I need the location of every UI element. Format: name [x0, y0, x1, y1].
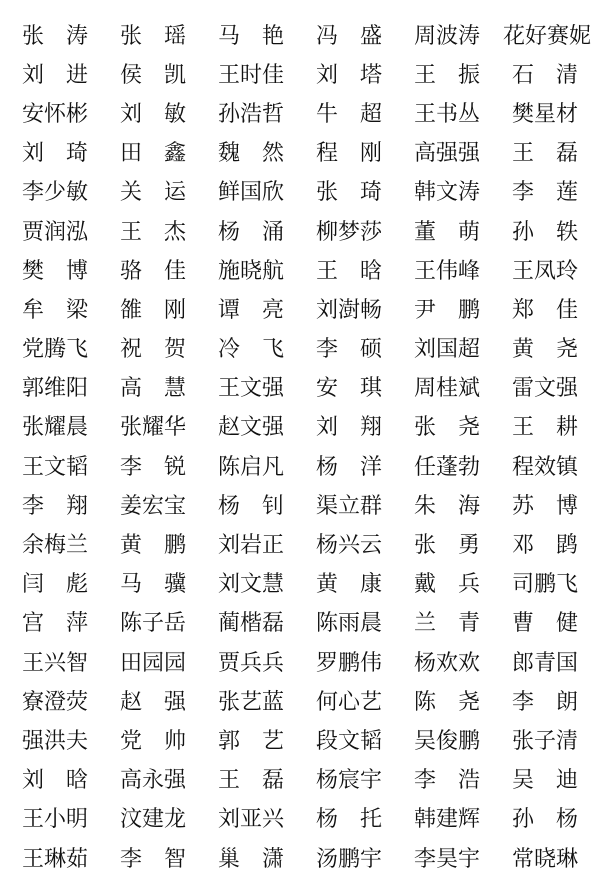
name-cell: [202, 17, 300, 56]
name-cell: [202, 174, 300, 213]
name-row: [0, 801, 600, 840]
person-name: 关 运: [120, 180, 186, 206]
name-cell: [6, 17, 104, 56]
name-cell: [104, 526, 202, 565]
person-name: 刘 塔: [316, 62, 382, 88]
name-cell: [398, 683, 496, 722]
name-cell: [104, 17, 202, 56]
name-cell: [104, 840, 202, 879]
name-row: [0, 213, 600, 252]
person-name: 蔺 楷 磊: [218, 611, 285, 637]
person-name: 任 蓬 勃: [414, 454, 481, 480]
name-row: [0, 526, 600, 565]
person-name: 刘 敏: [120, 101, 186, 127]
person-name: 陈 子 岳: [120, 611, 187, 637]
name-cell: [300, 95, 398, 134]
name-cell: [104, 644, 202, 683]
person-name: 司 鹏 飞: [512, 572, 579, 598]
name-cell: [398, 17, 496, 56]
name-cell: [496, 448, 594, 487]
person-name: 程 效 镇: [512, 454, 579, 480]
person-name: 侯 凯: [120, 62, 186, 88]
person-name: 李 浩: [414, 768, 480, 794]
name-row: [0, 762, 600, 801]
name-cell: [104, 722, 202, 761]
name-cell: [6, 605, 104, 644]
name-cell: [104, 370, 202, 409]
name-row: [0, 56, 600, 95]
person-name: 刘 晗: [22, 768, 88, 794]
name-cell: [202, 801, 300, 840]
name-cell: [398, 840, 496, 879]
name-row: [0, 566, 600, 605]
person-name: 田 园 园: [120, 650, 187, 676]
person-name: 寮 澄 荧: [22, 689, 89, 715]
name-cell: [202, 683, 300, 722]
name-cell: [300, 291, 398, 330]
name-cell: [104, 252, 202, 291]
name-cell: [300, 840, 398, 879]
name-row: [0, 840, 600, 879]
person-name: 祝 贺: [120, 337, 186, 363]
name-cell: [202, 762, 300, 801]
person-name: 李 昊 宇: [414, 846, 481, 872]
person-name: 贾 兵 兵: [218, 650, 285, 676]
person-name: 雷 文 强: [512, 376, 579, 402]
person-name: 王 伟 峰: [414, 258, 481, 284]
person-name: 谭 亮: [218, 297, 284, 323]
person-name: 张 耀 华: [120, 415, 187, 441]
person-name: 王 文 韬: [22, 454, 89, 480]
name-cell: [202, 135, 300, 174]
person-name: 张 尧: [414, 415, 480, 441]
person-name: 王 文 强: [218, 376, 285, 402]
person-name: 李 硕: [316, 337, 382, 363]
name-cell: [300, 683, 398, 722]
person-name: 李 莲: [512, 180, 578, 206]
name-cell: [398, 487, 496, 526]
name-cell: [300, 566, 398, 605]
name-cell: [300, 526, 398, 565]
person-name: 苏 博: [512, 493, 578, 519]
person-name: 柳 梦 莎: [316, 219, 383, 245]
name-cell: [496, 17, 594, 56]
name-cell: [104, 291, 202, 330]
person-name: 杨 涌: [218, 219, 284, 245]
person-name: 王 琳 茹: [22, 846, 89, 872]
name-cell: [496, 722, 594, 761]
person-name: 刘 岩 正: [218, 533, 285, 559]
name-cell: [202, 213, 300, 252]
person-name: 党 帅: [120, 728, 186, 754]
name-cell: [104, 683, 202, 722]
person-name: 姜 宏 宝: [120, 493, 187, 519]
person-name: 党 腾 飞: [22, 337, 89, 363]
person-name: 高 慧: [120, 376, 186, 402]
name-cell: [496, 213, 594, 252]
name-cell: [202, 95, 300, 134]
name-cell: [202, 605, 300, 644]
name-cell: [104, 487, 202, 526]
person-name: 渠 立 群: [316, 493, 383, 519]
name-cell: [202, 487, 300, 526]
name-cell: [300, 252, 398, 291]
person-name: 孙 轶: [512, 219, 578, 245]
name-cell: [496, 370, 594, 409]
person-name: 李 朗: [512, 689, 578, 715]
name-cell: [300, 644, 398, 683]
person-name: 宫 萍: [22, 611, 88, 637]
person-name: 骆 佳: [120, 258, 186, 284]
person-name: 周 桂 斌: [414, 376, 481, 402]
name-row: [0, 370, 600, 409]
person-name: 王 时 佳: [218, 62, 285, 88]
person-name: 刘 进: [22, 62, 88, 88]
name-row: [0, 331, 600, 370]
person-name: 王 磊: [218, 768, 284, 794]
person-name: 罗 鹏 伟: [316, 650, 383, 676]
name-cell: [202, 409, 300, 448]
person-name: 刘 国 超: [414, 337, 481, 363]
name-cell: [6, 331, 104, 370]
name-row: [0, 291, 600, 330]
name-cell: [398, 252, 496, 291]
person-name: 郭 维 阳: [22, 376, 89, 402]
person-name: 高 强 强: [414, 141, 481, 167]
name-cell: [300, 722, 398, 761]
name-cell: [496, 331, 594, 370]
name-cell: [202, 331, 300, 370]
person-name: 黄 鹏: [120, 533, 186, 559]
person-name: 程 刚: [316, 141, 382, 167]
name-cell: [104, 566, 202, 605]
name-cell: [496, 644, 594, 683]
name-cell: [6, 135, 104, 174]
name-cell: [6, 213, 104, 252]
person-name: 安 怀 彬: [22, 101, 89, 127]
name-cell: [496, 840, 594, 879]
person-name: 巢 潇: [218, 846, 284, 872]
name-cell: [300, 135, 398, 174]
name-cell: [104, 605, 202, 644]
person-name: 李 翔: [22, 493, 88, 519]
person-name: 杨 兴 云: [316, 533, 383, 559]
name-cell: [398, 56, 496, 95]
name-cell: [300, 605, 398, 644]
person-name: 吴 俊 鹏: [414, 728, 481, 754]
name-cell: [398, 331, 496, 370]
person-name: 杨 钊: [218, 493, 284, 519]
person-name: 樊 博: [22, 258, 88, 284]
name-cell: [6, 762, 104, 801]
person-name: 冯 盛: [316, 23, 382, 49]
name-cell: [300, 174, 398, 213]
person-name: 鲜 国 欣: [218, 180, 285, 206]
name-cell: [202, 291, 300, 330]
person-name: 韩 建 辉: [414, 807, 481, 833]
person-name: 牟 梁: [22, 297, 88, 323]
name-cell: [6, 840, 104, 879]
name-row: [0, 17, 600, 56]
name-cell: [6, 252, 104, 291]
person-name: 施 晓 航: [218, 258, 285, 284]
person-name: 张 艺 蓝: [218, 689, 285, 715]
name-cell: [202, 448, 300, 487]
person-name: 汤 鹏 宇: [316, 846, 383, 872]
name-cell: [398, 644, 496, 683]
name-cell: [300, 409, 398, 448]
person-name: 王 晗: [316, 258, 382, 284]
name-cell: [202, 526, 300, 565]
person-name: 赵 强: [120, 689, 186, 715]
person-name: 牛 超: [316, 101, 382, 127]
person-name: 贾 润 泓: [22, 219, 89, 245]
name-cell: [6, 409, 104, 448]
name-row: [0, 448, 600, 487]
name-cell: [6, 566, 104, 605]
name-cell: [300, 370, 398, 409]
name-cell: [496, 56, 594, 95]
person-name: 张 子 清: [512, 728, 579, 754]
name-cell: [6, 95, 104, 134]
person-name: 杨 宸 宇: [316, 768, 383, 794]
name-cell: [496, 526, 594, 565]
person-name: 魏 然: [218, 141, 284, 167]
name-cell: [104, 56, 202, 95]
name-cell: [496, 566, 594, 605]
name-cell: [104, 762, 202, 801]
person-name: 刘 亚 兴: [218, 807, 285, 833]
name-row: [0, 174, 600, 213]
person-name: 樊 星 材: [512, 101, 579, 127]
person-name: 黄 康: [316, 572, 382, 598]
person-name: 马 骥: [120, 572, 186, 598]
name-cell: [6, 801, 104, 840]
name-cell: [6, 174, 104, 213]
name-cell: [398, 409, 496, 448]
name-cell: [300, 762, 398, 801]
person-name: 孙 杨: [512, 807, 578, 833]
name-row: [0, 95, 600, 134]
name-cell: [398, 801, 496, 840]
person-name: 尹 鹏: [414, 297, 480, 323]
name-cell: [6, 291, 104, 330]
person-name: 张 勇: [414, 533, 480, 559]
name-cell: [6, 683, 104, 722]
name-cell: [496, 487, 594, 526]
person-name: 曹 健: [512, 611, 578, 637]
person-name: 李 少 敏: [22, 180, 89, 206]
name-cell: [6, 526, 104, 565]
person-name: 闫 彪: [22, 572, 88, 598]
name-row: [0, 135, 600, 174]
person-name: 王 凤 玲: [512, 258, 579, 284]
name-cell: [202, 644, 300, 683]
name-row: [0, 409, 600, 448]
name-cell: [202, 840, 300, 879]
person-name: 田 鑫: [120, 141, 186, 167]
person-name: 何 心 艺: [316, 689, 383, 715]
person-name: 朱 海: [414, 493, 480, 519]
person-name: 兰 青: [414, 611, 480, 637]
name-cell: [300, 448, 398, 487]
name-cell: [496, 252, 594, 291]
person-name: 张 琦: [316, 180, 382, 206]
name-cell: [496, 135, 594, 174]
name-row: [0, 252, 600, 291]
person-name: 王 兴 智: [22, 650, 89, 676]
person-name: 王 耕: [512, 415, 578, 441]
person-name: 高 永 强: [120, 768, 187, 794]
name-cell: [6, 644, 104, 683]
name-cell: [398, 605, 496, 644]
person-name: 陈 雨 晨: [316, 611, 383, 637]
person-name: 赵 文 强: [218, 415, 285, 441]
name-cell: [300, 487, 398, 526]
person-name: 王 书 丛: [414, 101, 481, 127]
person-name: 张 涛: [22, 23, 88, 49]
person-name: 李 锐: [120, 454, 186, 480]
person-name: 马 艳: [218, 23, 284, 49]
name-cell: [496, 801, 594, 840]
name-cell: [300, 801, 398, 840]
name-cell: [202, 56, 300, 95]
name-cell: [202, 252, 300, 291]
name-cell: [496, 762, 594, 801]
name-cell: [398, 722, 496, 761]
person-name: 杨 洋: [316, 454, 382, 480]
name-cell: [104, 174, 202, 213]
name-cell: [398, 213, 496, 252]
name-cell: [398, 291, 496, 330]
name-cell: [300, 213, 398, 252]
name-cell: [202, 370, 300, 409]
name-cell: [496, 95, 594, 134]
person-name: 石 清: [512, 62, 578, 88]
person-name: 黄 尧: [512, 337, 578, 363]
person-name: 王 杰: [120, 219, 186, 245]
name-cell: [398, 135, 496, 174]
person-name: 邓 鹍: [512, 533, 578, 559]
person-name: 陈 尧: [414, 689, 480, 715]
person-name: 王 小 明: [22, 807, 89, 833]
name-cell: [398, 95, 496, 134]
name-row: [0, 683, 600, 722]
person-name: 陈 启 凡: [218, 454, 285, 480]
person-name: 王 磊: [512, 141, 578, 167]
name-cell: [104, 95, 202, 134]
name-cell: [6, 722, 104, 761]
person-name: 雒 刚: [120, 297, 186, 323]
name-cell: [6, 448, 104, 487]
person-name: 杨 托: [316, 807, 382, 833]
person-name: 汶 建 龙: [120, 807, 187, 833]
name-cell: [104, 448, 202, 487]
name-cell: [398, 370, 496, 409]
person-name: 安 琪: [316, 376, 382, 402]
name-cell: [300, 331, 398, 370]
name-cell: [104, 331, 202, 370]
name-cell: [202, 566, 300, 605]
person-name: 余 梅 兰: [22, 533, 89, 559]
person-name: 郎 青 国: [512, 650, 579, 676]
name-cell: [104, 213, 202, 252]
person-name: 周 波 涛: [414, 23, 481, 49]
person-name: 孙 浩 哲: [218, 101, 285, 127]
person-name: 刘 文 慧: [218, 572, 285, 598]
person-name: 强 洪 夫: [22, 728, 89, 754]
name-cell: [6, 370, 104, 409]
name-row: [0, 644, 600, 683]
name-cell: [398, 762, 496, 801]
person-name: 韩 文 涛: [414, 180, 481, 206]
name-cell: [496, 683, 594, 722]
name-cell: [6, 56, 104, 95]
person-name: 刘 澍 畅: [316, 297, 383, 323]
name-row: [0, 722, 600, 761]
name-cell: [104, 409, 202, 448]
person-name: 张 耀 晨: [22, 415, 89, 441]
person-name: 张 瑶: [120, 23, 186, 49]
name-cell: [6, 487, 104, 526]
name-cell: [202, 722, 300, 761]
person-name: 戴 兵: [414, 572, 480, 598]
person-name: 郭 艺: [218, 728, 284, 754]
name-cell: [496, 174, 594, 213]
name-cell: [300, 56, 398, 95]
name-cell: [496, 291, 594, 330]
name-cell: [104, 801, 202, 840]
name-cell: [398, 566, 496, 605]
person-name: 杨 欢 欢: [414, 650, 481, 676]
person-name: 花 好 赛 妮: [503, 23, 592, 49]
person-name: 冷 飞: [218, 337, 284, 363]
person-name: 李 智: [120, 846, 186, 872]
name-cell: [104, 135, 202, 174]
person-name: 常 晓 琳: [512, 846, 579, 872]
person-name: 董 萌: [414, 219, 480, 245]
name-cell: [398, 448, 496, 487]
person-name: 王 振: [414, 62, 480, 88]
name-row: [0, 487, 600, 526]
person-name: 刘 琦: [22, 141, 88, 167]
person-name: 郑 佳: [512, 297, 578, 323]
name-cell: [398, 174, 496, 213]
person-name: 刘 翔: [316, 415, 382, 441]
name-cell: [398, 526, 496, 565]
name-cell: [496, 605, 594, 644]
person-name: 吴 迪: [512, 768, 578, 794]
name-row: [0, 605, 600, 644]
name-cell: [300, 17, 398, 56]
name-cell: [496, 409, 594, 448]
person-name: 段 文 韬: [316, 728, 383, 754]
